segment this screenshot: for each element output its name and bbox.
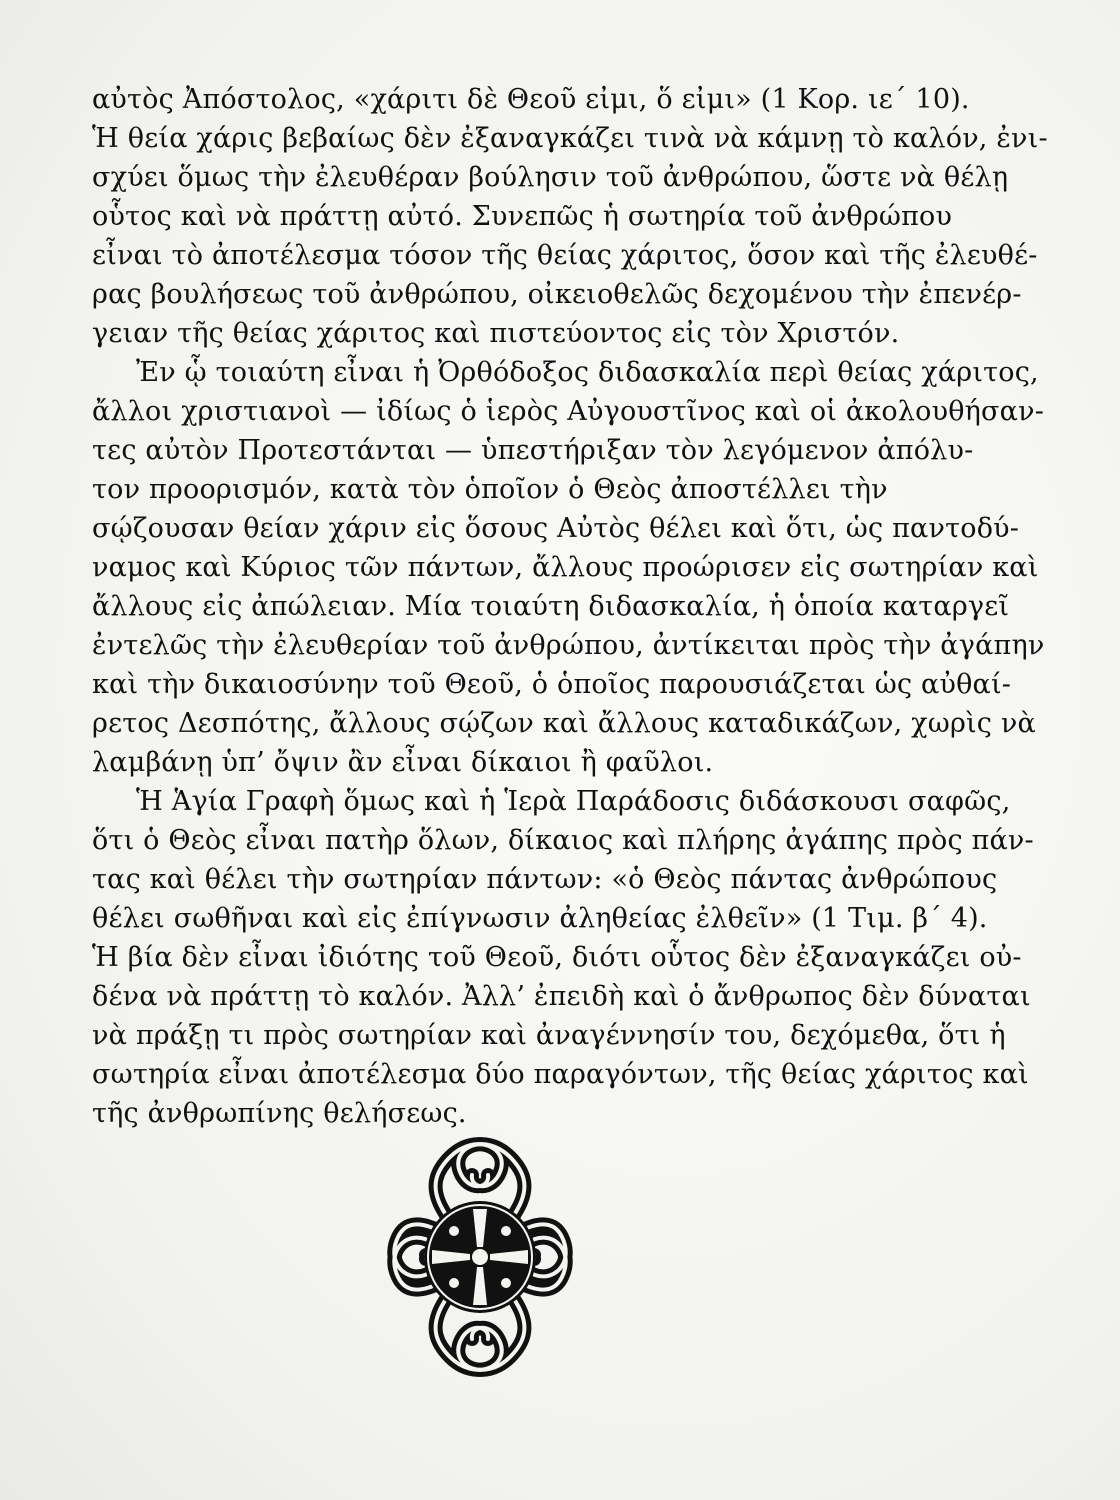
text-line: καὶ τὴν δικαιοσύνην τοῦ Θεοῦ, ὁ ὁποῖος παρουσιάζεται ὡς αὐθαί- [92, 669, 1012, 700]
text-line: τῆς ἀνθρωπίνης θελήσεως. [92, 1098, 467, 1129]
text-line: λαμβάνῃ ὑπ’ ὄψιν ἂν εἶναι δίκαιοι ἢ φαῦλοι. [92, 747, 714, 778]
text-line: ἄλλοι χριστιανοὶ — ἰδίως ὁ ἱερὸς Αὐγουστῖνος καὶ οἱ ἀκολουθήσαν- [92, 396, 1045, 427]
text-line: Ἡ θεία χάρις βεβαίως δὲν ἐξαναγκάζει τινὰ νὰ κάμνῃ τὸ καλόν, ἐνι- [92, 123, 1048, 154]
text-line: εἶναι τὸ ἀποτέλεσμα τόσον τῆς θείας χάριτος, ὅσον καὶ τῆς ἐλευθέ- [92, 240, 1038, 271]
paragraph-start-line: Ἐν ᾧ τοιαύτη εἶναι ἡ Ὀρθόδοξος διδασκαλία περὶ θείας χάριτος, [136, 357, 1039, 388]
text-line: ρετος Δεσπότης, ἄλλους σῴζων καὶ ἄλλους καταδικάζων, χωρὶς νὰ [92, 708, 1036, 739]
text-line: Ἡ βία δὲν εἶναι ἰδιότης τοῦ Θεοῦ, διότι οὗτος δὲν ἐξαναγκάζει οὐ- [92, 942, 1022, 973]
text-line: θέλει σωθῆναι καὶ εἰς ἐπίγνωσιν ἀληθείας ἐλθεῖν» (1 Τιμ. β΄ 4). [92, 903, 988, 934]
paragraph-start-line: Ἡ Ἁγία Γραφὴ ὅμως καὶ ἡ Ἱερὰ Παράδοσις διδάσκουσι σαφῶς, [136, 786, 1011, 817]
text-line: ρας βουλήσεως τοῦ ἀνθρώπου, οἰκειοθελῶς δεχομένου τὴν ἐπενέρ- [92, 279, 1022, 310]
text-line: γειαν τῆς θείας χάριτος καὶ πιστεύοντος εἰς τὸν Χριστόν. [92, 318, 900, 349]
text-line: οὗτος καὶ νὰ πράττῃ αὐτό. Συνεπῶς ἡ σωτηρία τοῦ ἀνθρώπου [92, 201, 953, 232]
text-line: ναμος καὶ Κύριος τῶν πάντων, ἄλλους προώρισεν εἰς σωτηρίαν καὶ [92, 552, 1039, 583]
text-line: τον προορισμόν, κατὰ τὸν ὁποῖον ὁ Θεὸς ἀποστέλλει τὴν [92, 474, 888, 505]
text-line: δένα νὰ πράττῃ τὸ καλόν. Ἀλλ’ ἐπειδὴ καὶ ὁ ἄνθρωπος δὲν δύναται [92, 981, 1031, 1012]
celtic-cross-ornament-icon [380, 1117, 580, 1397]
text-line: ἄλλους εἰς ἀπώλειαν. Μία τοιαύτη διδασκαλία, ἡ ὁποία καταργεῖ [92, 591, 1010, 622]
text-line: ὅτι ὁ Θεὸς εἶναι πατὴρ ὅλων, δίκαιος καὶ πλήρης ἀγάπης πρὸς πάν- [92, 825, 1034, 856]
text-line: τες αὐτὸν Προτεστάνται — ὑπεστήριξαν τὸν λεγόμενον ἀπόλυ- [92, 435, 974, 466]
text-line: αὐτὸς Ἀπόστολος, «χάριτι δὲ Θεοῦ εἰμι, ὅ εἰμι» (1 Κορ. ιε΄ 10). [92, 84, 970, 115]
text-line: σῴζουσαν θείαν χάριν εἰς ὅσους Αὐτὸς θέλει καὶ ὅτι, ὡς παντοδύ- [92, 513, 1020, 544]
text-line: σχύει ὅμως τὴν ἐλευθέραν βούλησιν τοῦ ἀνθρώπου, ὥστε νὰ θέλῃ [92, 162, 1009, 193]
text-line: ἐντελῶς τὴν ἐλευθερίαν τοῦ ἀνθρώπου, ἀντίκειται πρὸς τὴν ἀγάπην [92, 630, 1045, 661]
text-line: τας καὶ θέλει τὴν σωτηρίαν πάντων: «ὁ Θεὸς πάντας ἀνθρώπους [92, 864, 998, 895]
text-line: σωτηρία εἶναι ἀποτέλεσμα δύο παραγόντων, τῆς θείας χάριτος καὶ [92, 1059, 1029, 1090]
body-text [92, 80, 1048, 1133]
text-line: νὰ πράξῃ τι πρὸς σωτηρίαν καὶ ἀναγέννησίν του, δεχόμεθα, ὅτι ἡ [92, 1020, 1006, 1051]
